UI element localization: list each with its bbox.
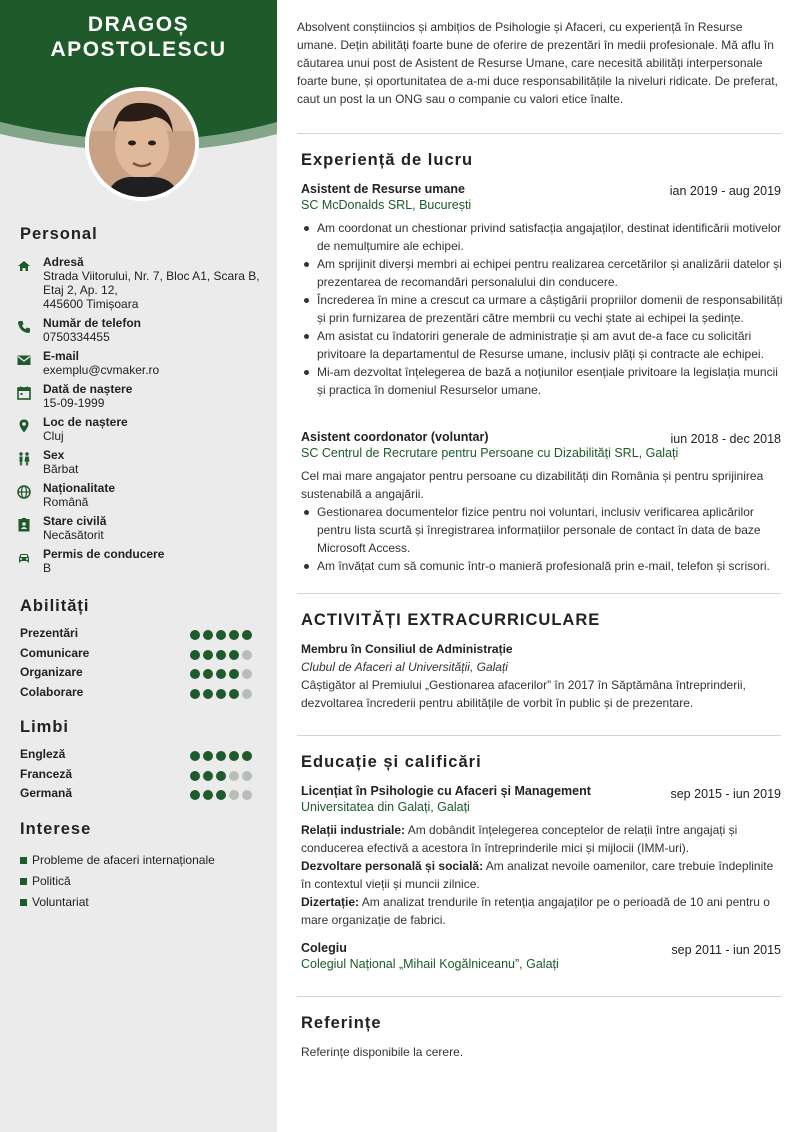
level-dot-filled [203, 751, 213, 761]
job-title: Asistent coordonator (voluntar) [301, 430, 489, 444]
level-dot-filled [190, 689, 200, 699]
language-level-dots [187, 750, 252, 760]
personal-title: Personal [20, 225, 98, 243]
language-name: Franceză [20, 766, 73, 781]
detail-label: Relații industriale: [301, 823, 406, 837]
bullet-item: Am învățat cum să comunic într-o manieră profesională prin e-mail, telefon și scrisori. [301, 557, 783, 575]
personal-item-phone [16, 316, 271, 344]
level-dot-filled [216, 790, 226, 800]
level-dot-filled [216, 771, 226, 781]
degree-details [301, 821, 781, 929]
level-dot-empty [242, 669, 252, 679]
home-icon [16, 258, 32, 274]
interest-text: Probleme de afaceri internaționale [32, 853, 215, 867]
level-dot-filled [216, 669, 226, 679]
personal-label: Dată de naștere [43, 382, 133, 396]
level-dot-filled [203, 669, 213, 679]
main-content [277, 0, 800, 1132]
level-dot-filled [190, 630, 200, 640]
language-item [20, 747, 252, 767]
detail-item [301, 857, 781, 893]
language-name: Engleză [20, 747, 66, 761]
calendar-icon [16, 385, 32, 401]
profile-summary: Absolvent conștiincios și ambițios de Psihologie și Afaceri, cu experiență în Resurse umane. Dețin abilități foarte bune de oferire de prezentări în medii profesionale. Mă aflu în căutarea unui post de Asistent de Resurse Umane, care necesită abilități interpersonale foarte bune, și oportunitatea de a-mi duce responsabilitățile la niveluri ridicate. De preferat, caut un post la un ONG sau o companie cu valori etice înalte. [297, 20, 778, 106]
personal-item-address [16, 255, 271, 311]
level-dot-filled [203, 650, 213, 660]
personal-label: Permis de conducere [43, 547, 165, 561]
level-dot-filled [190, 790, 200, 800]
activity-org: Clubul de Afaceri al Universității, Galați [301, 660, 508, 674]
personal-label: Adresă [43, 255, 84, 269]
personal-label: Stare civilă [43, 514, 107, 528]
level-dot-filled [203, 630, 213, 640]
education-title: Educație și calificări [301, 753, 482, 771]
language-item [20, 767, 252, 787]
job-bullets [301, 503, 783, 575]
personal-value: Cluj [43, 429, 64, 443]
skill-level-dots [187, 629, 252, 639]
personal-value: 15-09-1999 [43, 396, 105, 410]
divider [297, 593, 781, 594]
name-first: DRAGOȘ [87, 13, 190, 36]
interest-item [20, 853, 260, 874]
interests-title: Interese [20, 820, 92, 838]
personal-value: B [43, 561, 52, 575]
divider [297, 735, 781, 736]
language-level-dots [187, 770, 252, 780]
detail-label: Dizertație: [301, 895, 360, 909]
personal-value: Strada Viitorului, Nr. 7, Bloc A1, Scara B, Etaj 2, Ap. 12, 445600 Timișoara [43, 269, 260, 311]
level-dot-empty [242, 790, 252, 800]
personal-info-list [16, 255, 271, 580]
activity-description: Câștigător al Premiului „Gestionarea afacerilor” în 2017 în Săptămâna întreprinderii, dezvoltarea încrederii pentru abilitățile de vorbit în public și de prezentare. [301, 678, 746, 710]
job-dates: iun 2018 - dec 2018 [670, 432, 781, 446]
level-dot-filled [229, 650, 239, 660]
detail-item [301, 821, 781, 857]
level-dot-empty [242, 771, 252, 781]
level-dot-filled [190, 669, 200, 679]
skills-list [20, 626, 252, 704]
languages-title: Limbi [20, 718, 69, 736]
level-dot-filled [190, 771, 200, 781]
language-name: Germană [20, 786, 73, 800]
car-icon [16, 550, 32, 566]
level-dot-filled [203, 790, 213, 800]
activity-role: Membru în Consiliul de Administrație [301, 642, 513, 656]
interests-list [20, 853, 260, 916]
level-dot-filled [203, 689, 213, 699]
divider [297, 996, 781, 997]
bullet-item: Am sprijinit diverși membri ai echipei pentru realizarea cercetărilor și analizării datelor și prezentarea de recomandări personalului din conducere. [301, 255, 783, 291]
sidebar-header [0, 0, 277, 200]
job-company: SC McDonalds SRL, București [301, 198, 472, 212]
personal-item-birthdate [16, 382, 271, 410]
email-icon [16, 352, 32, 368]
detail-label: Dezvoltare personală și socială: [301, 859, 484, 873]
skill-level-dots [187, 668, 252, 678]
skill-level-dots [187, 649, 252, 659]
candidate-name [0, 12, 277, 62]
square-bullet-icon [20, 899, 27, 906]
level-dot-filled [229, 751, 239, 761]
level-dot-filled [242, 630, 252, 640]
degree-title: Colegiu [301, 941, 347, 955]
activities-title: ACTIVITĂȚI EXTRACURRICULARE [301, 611, 601, 629]
sidebar [0, 0, 277, 1132]
detail-text: Am analizat nevoile oamenilor, care trebuie îndeplinite în contextul vieții și muncii zilnice. [301, 859, 774, 891]
level-dot-filled [242, 751, 252, 761]
personal-value: Bărbat [43, 462, 79, 476]
skill-name: Organizare [20, 665, 83, 679]
personal-item-driving-license [16, 547, 271, 575]
interest-text: Voluntariat [32, 895, 89, 909]
language-level-dots [187, 789, 252, 799]
job-description: Cel mai mare angajator pentru persoane cu dizabilități din România și pentru sprijinirea sustenabilă a angajării. [301, 469, 764, 501]
id-badge-icon [16, 517, 32, 533]
skill-item [20, 626, 252, 646]
degree-title: Licențiat în Psihologie cu Afaceri și Management [301, 784, 591, 798]
languages-list [20, 747, 252, 806]
bullet-item: Gestionarea documentelor fizice pentru noi voluntari, inclusiv verificarea aplicărilor pentru lista scurtă și înregistrarea informațiilor personale de contact în data de baze Microsoft Access. [301, 503, 783, 557]
interest-text: Politică [32, 874, 71, 888]
degree-dates: sep 2015 - iun 2019 [670, 787, 781, 801]
skill-item [20, 646, 252, 666]
degree-school: Colegiul Național „Mihail Kogălniceanu”, Galați [301, 957, 559, 971]
skill-name: Colaborare [20, 684, 84, 699]
detail-text: Am analizat trendurile în retenția angajaților pe o perioadă de 10 ani pentru o mare organizație de fabrici. [301, 895, 770, 927]
square-bullet-icon [20, 857, 27, 864]
language-item [20, 786, 252, 806]
square-bullet-icon [20, 878, 27, 885]
skill-name: Comunicare [20, 645, 90, 660]
level-dot-filled [190, 650, 200, 660]
personal-item-nationality [16, 481, 271, 509]
degree-school: Universitatea din Galați, Galați [301, 800, 470, 814]
personal-label: E-mail [43, 349, 80, 363]
skill-name: Prezentări [20, 626, 79, 640]
level-dot-filled [203, 771, 213, 781]
level-dot-filled [229, 630, 239, 640]
experience-title: Experiență de lucru [301, 151, 474, 169]
interest-item [20, 895, 260, 916]
job-dates: ian 2019 - aug 2019 [669, 184, 781, 198]
personal-value: Necăsătorit [43, 528, 104, 542]
globe-icon [16, 484, 32, 500]
phone-icon [16, 319, 32, 335]
level-dot-filled [216, 689, 226, 699]
personal-value: 0750334455 [43, 330, 110, 344]
personal-item-email [16, 349, 271, 377]
detail-text: Am dobândit înțelegerea conceptelor de relații între angajați și conducerea efectivă a acestora în întreprinderile mici și mijlocii (IMM-uri). [301, 823, 738, 855]
interest-item [20, 874, 260, 895]
level-dot-filled [229, 689, 239, 699]
personal-item-birthplace [16, 415, 271, 443]
job-title: Asistent de Resurse umane [301, 182, 465, 196]
references-title: Referințe [301, 1014, 382, 1032]
level-dot-empty [242, 689, 252, 699]
job-bullets [301, 219, 783, 399]
gender-icon [16, 451, 32, 467]
personal-item-civil-status [16, 514, 271, 542]
degree-dates: sep 2011 - iun 2015 [671, 943, 781, 957]
level-dot-filled [216, 751, 226, 761]
personal-label: Număr de telefon [43, 316, 142, 330]
level-dot-empty [229, 771, 239, 781]
level-dot-filled [229, 669, 239, 679]
bullet-item: Mi-am dezvoltat înțelegerea de bază a noțiunilor esențiale privitoare la legislația muncii și practica în domeniul Resurselor umane. [301, 363, 783, 399]
bullet-item: Am asistat cu îndatoriri generale de administrație și am avut de-a face cu solicitări privitoare la departamentul de Resurse umane, inclusiv plăți și contracte ale echipei. [301, 327, 783, 363]
bullet-item: Încrederea în mine a crescut ca urmare a câștigării propriilor domenii de responsabilități și prin furnizarea de prezentări către membrii cu vechi ștate ai echipei la ședințe. [301, 291, 783, 327]
detail-item [301, 893, 781, 929]
personal-label: Naționalitate [43, 481, 116, 495]
skill-item [20, 665, 252, 685]
profile-photo [85, 87, 199, 201]
skill-level-dots [187, 688, 252, 698]
personal-label: Loc de naștere [43, 415, 128, 429]
personal-label: Sex [43, 448, 65, 462]
references-text: Referințe disponibile la cerere. [301, 1045, 464, 1059]
skill-item [20, 685, 252, 705]
divider [297, 133, 781, 134]
level-dot-filled [216, 650, 226, 660]
personal-value: exemplu@cvmaker.ro [43, 363, 160, 377]
personal-value: Română [43, 495, 89, 509]
personal-item-sex [16, 448, 271, 476]
skills-title: Abilități [20, 597, 90, 615]
level-dot-filled [190, 751, 200, 761]
level-dot-empty [242, 650, 252, 660]
job-company: SC Centrul de Recrutare pentru Persoane cu Dizabilități SRL, Galați [301, 446, 679, 460]
level-dot-filled [216, 630, 226, 640]
location-pin-icon [16, 418, 32, 434]
level-dot-empty [229, 790, 239, 800]
bullet-item: Am coordonat un chestionar privind satisfacția angajaților, destinat identificării motivelor de nemulțumire ale echipei. [301, 219, 783, 255]
name-last: APOSTOLESCU [50, 38, 227, 61]
